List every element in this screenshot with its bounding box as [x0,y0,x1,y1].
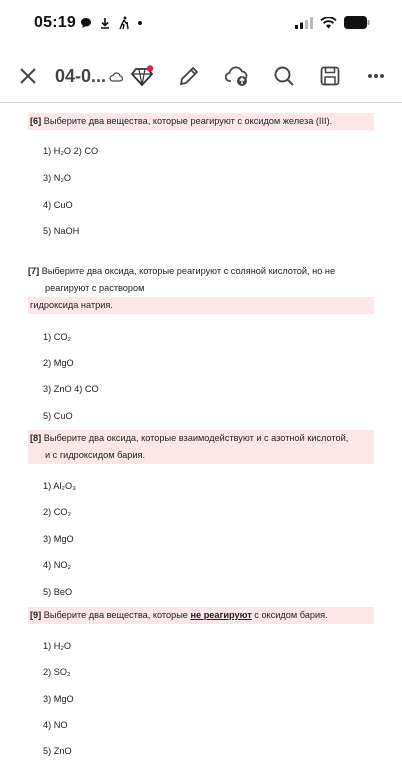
question-8-option: 5) BeO [43,587,73,597]
cloud-upload-icon [225,65,251,87]
question-6-option: 1) H₂O 2) CO [43,146,99,156]
status-right-icons [295,16,370,29]
document-title-text: 04-0... [55,66,107,86]
question-6-number: [6] [30,116,42,126]
question-8-option: 2) CO₂ [43,507,72,517]
document-toolbar [0,50,402,103]
document-title[interactable] [55,66,123,87]
premium-button[interactable] [130,62,156,90]
search-button[interactable] [272,62,296,90]
question-7-line-1 [28,263,372,280]
close-button[interactable] [16,62,40,90]
question-8-text-1: Выберите два оксида, которые взаимодействуют и с азотной кислотой, [43,433,349,443]
pencil-icon [178,65,200,87]
question-9-option: 5) ZnO [43,746,72,756]
cloud-icon [109,72,123,82]
question-9-option: 2) SO₂ [43,667,71,677]
question-7-text-3: гидроксида натрия. [28,297,374,314]
close-icon [19,67,37,85]
question-9-option: 3) MgO [43,694,74,704]
question-7-option: 5) CuO [43,411,73,421]
question-6-option: 5) NaOH [43,226,80,236]
more-dots-icon [367,73,385,79]
question-7-option: 3) ZnO 4) CO [43,384,99,394]
question-9-option: 1) H₂O [43,641,72,651]
status-time: 05:19 [34,14,76,31]
question-9-text-pre: Выберите два вещества, которые [43,610,188,620]
signal-icon [295,17,313,29]
question-7-text-2: реагируют с раствором [45,283,145,293]
more-button[interactable] [364,62,388,90]
document-page [0,103,402,763]
question-6-text: Выберите два вещества, которые реагируют с оксидом железа (III). [43,116,333,126]
question-8-header [28,430,374,464]
question-8-option: 3) MgO [43,534,74,544]
download-icon [99,17,111,29]
cloud-upload-button[interactable] [224,62,252,90]
question-8-option: 4) NO₂ [43,560,72,570]
question-7-option: 2) MgO [43,358,74,368]
question-6-option: 3) N₂O [43,173,72,183]
search-icon [273,65,295,87]
status-notification-icons [80,16,143,30]
save-button[interactable] [318,62,342,90]
question-9-text-post: с оксидом бария. [254,610,328,620]
save-icon [320,66,340,86]
question-7-number: [7] [28,266,40,276]
question-9-header [28,607,374,624]
chat-bubble-icon [80,17,92,29]
edit-button[interactable] [176,62,202,90]
battery-icon [344,16,370,29]
question-6-header [28,113,374,130]
question-8-line-1 [30,430,374,447]
question-8-option: 1) Al₂O₃ [43,481,76,491]
question-9-number: [9] [30,610,42,620]
status-bar [0,0,402,50]
diamond-icon [131,65,155,87]
question-8-text-2: и с гидроксидом бария. [45,450,146,460]
question-9-emphasis: не реагируют [190,610,252,620]
hiking-icon [118,16,130,30]
question-6-option: 4) CuO [43,200,73,210]
question-8-number: [8] [30,433,42,443]
question-7-option: 1) CO₂ [43,332,72,342]
dot-icon [137,20,143,26]
question-9-option: 4) NO [43,720,68,730]
wifi-icon [320,17,337,29]
question-7-text-1: Выберите два оксида, которые реагируют с соляной кислотой, но не [41,266,336,276]
